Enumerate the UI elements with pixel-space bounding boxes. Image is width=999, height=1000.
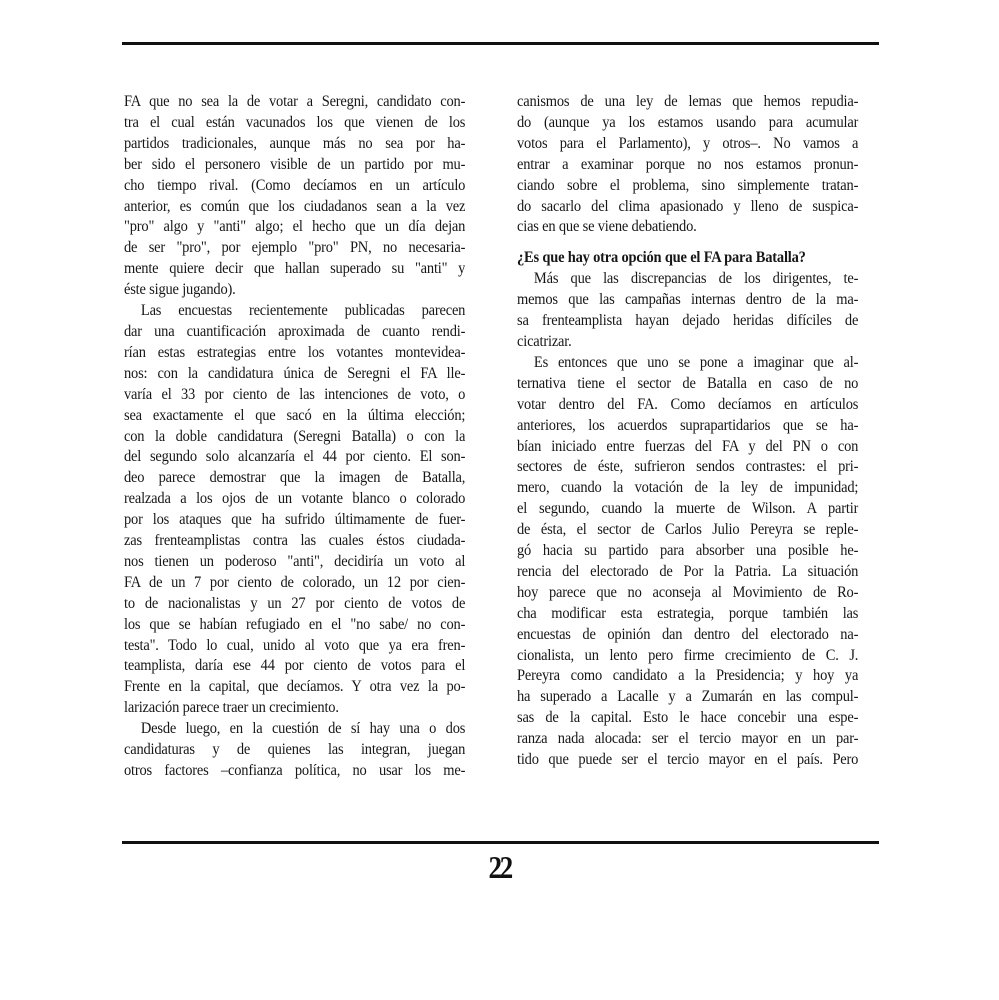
text-line: cias en que se viene debatiendo. [517, 218, 697, 236]
text-line: nos tienen un poderoso "anti", decidiría un voto al [124, 552, 466, 570]
text-line: Desde luego, en la cuestión de sí hay una o dos [140, 720, 466, 738]
text-line: FA que no sea la de votar a Seregni, candidato con- [124, 93, 466, 110]
text-line: cicatrizar. [517, 332, 572, 350]
text-line: do sacarlo del clima apasionado y lleno de suspica- [517, 197, 859, 215]
text-line: gó hacia su partido para absorber una posible he- [517, 542, 859, 560]
text-line: to de nacionalistas y un 27 por ciento de votos de [124, 594, 466, 612]
text-line: por los ataques que ha sufrido últimamente de fuer- [124, 511, 466, 529]
text-line: cho tiempo rival. (Como decíamos en un artículo [124, 176, 466, 194]
text-line: memos que las campañas internas dentro de la ma- [517, 291, 859, 309]
text-line: el segundo, cuando la muerte de Wilson. A partir [517, 500, 859, 518]
section-gap [517, 238, 858, 248]
text-line: rencia del electorado de Por la Patria. La situación [517, 562, 859, 580]
text-line: candidaturas y de quienes las integran, juegan [124, 741, 466, 759]
text-line: sectores de éste, sufrieron sendos contrastes: el pri- [517, 458, 859, 476]
top-rule [122, 42, 879, 45]
text-line: tido que puede ser el tercio mayor en el país. Pero [517, 751, 859, 769]
text-line: Es entonces que uno se pone a imaginar que al- [533, 353, 859, 371]
text-line: ha superado a Lacalle y a Zumarán en las compul- [517, 688, 859, 706]
text-line: larización parece traer un crecimiento. [124, 699, 339, 717]
text-line: sea exactamente el que sacó en la última elección; [124, 406, 466, 424]
text-line: "pro" algo y "anti" algo; el hecho que un día dejan [124, 218, 466, 236]
text-line: realzada a los ojos de un votante blanco o colorado [124, 490, 466, 508]
text-line: ber sido el personero visible de un partido por mu- [124, 155, 466, 173]
text-line: deo parece demostrar que la imagen de Batalla, [124, 469, 466, 487]
text-line: partidos tradicionales, aunque más no sea por ha- [124, 134, 466, 152]
text-line: hoy parece que no aconseja al Movimiento de Ro- [517, 583, 859, 601]
text-line: otros factores –confianza política, no usar los me- [124, 762, 466, 779]
section-heading: ¿Es que hay otra opción que el FA para Batalla? [517, 249, 806, 267]
text-line: de ésta, el sector de Carlos Julio Pereyra se reple- [517, 521, 859, 539]
text-line: rían estas estrategias entre los votantes montevidea- [124, 343, 466, 361]
text-line: mero, cuando la votación de la ley de impunidad; [517, 479, 859, 497]
text-line: tra el cual están vacunados los que vienen de los [124, 113, 466, 131]
text-line: votar dentro del FA. Como decíamos en artículos [517, 395, 859, 413]
bottom-rule [122, 841, 879, 844]
page-number: 22 [488, 849, 511, 885]
text-line: canismos de una ley de lemas que hemos repudia- [517, 93, 859, 110]
text-line: varía el 33 por ciento de las intenciones de voto, o [124, 385, 466, 403]
text-line: Las encuestas recientemente publicadas parecen [140, 302, 466, 320]
text-line: nos: con la candidatura única de Seregni el FA lle- [124, 364, 466, 382]
text-line: entrar a examinar porque no nos estamos pronun- [517, 155, 859, 173]
text-line: sa frenteamplista hayan dejado heridas difíciles de [517, 312, 859, 330]
text-line: Más que las discrepancias de los dirigentes, te- [533, 270, 859, 288]
text-line: teamplista, daría ese 44 por ciento de votos para el [124, 657, 466, 675]
text-line: ciando sobre el problema, sino simplemente tratan- [517, 176, 859, 194]
right-column [517, 92, 858, 771]
text-line: FA de un 7 por ciento de colorado, un 12 por cien- [124, 573, 466, 591]
text-line: ranza nada alocada: ser el tercio mayor en un par- [517, 730, 859, 748]
text-line: ternativa tiene el sector de Batalla en caso de no [517, 374, 859, 392]
text-line: zas frenteamplistas contra las cuales éstos ciudada- [124, 532, 466, 550]
text-line: do (aunque ya los estamos usando para acumular [517, 113, 859, 131]
text-line: dar una cuantificación aproximada de cuanto rendi- [124, 322, 466, 340]
text-line: mente quiere decir que hallan superado su "anti" y [124, 260, 466, 278]
text-line: los que se habían refugiado en el "no sabe/ no con- [124, 615, 466, 633]
text-line: Frente en la capital, que decíamos. Y otra vez la po- [124, 678, 466, 696]
text-line: anterior, es común que los ciudadanos sean a la vez [124, 197, 466, 215]
text-line: sas de la capital. Esto le hace concebir una espe- [517, 709, 859, 727]
text-line: con la doble candidatura (Seregni Batalla) o con la [124, 427, 466, 445]
text-line: éste sigue jugando). [124, 281, 236, 299]
text-line: Pereyra como candidato a la Presidencia; y hoy ya [517, 667, 859, 685]
text-line: de ser "pro", por ejemplo "pro" PN, no necesaria- [124, 239, 466, 257]
text-line: cha modificar esta estrategia, porque también las [517, 604, 859, 622]
text-line: votos para el Parlamento), y otros–. No vamos a [517, 134, 859, 152]
text-line: encuestas de opinión dan dentro del electorado na- [517, 625, 859, 643]
text-line: cionalista, un lento pero firme crecimiento de C. J. [517, 646, 859, 664]
text-line: testa". Todo lo cual, unido al voto que ya era fren- [124, 636, 466, 654]
left-column [124, 92, 465, 782]
text-line: anteriores, los acuerdos suprapartidarios que se ha- [517, 416, 859, 434]
text-line: del segundo solo alcanzaría el 44 por ciento. El son- [124, 448, 466, 466]
text-line: bían iniciado entre fuerzas del FA y del PN o con [517, 437, 859, 455]
